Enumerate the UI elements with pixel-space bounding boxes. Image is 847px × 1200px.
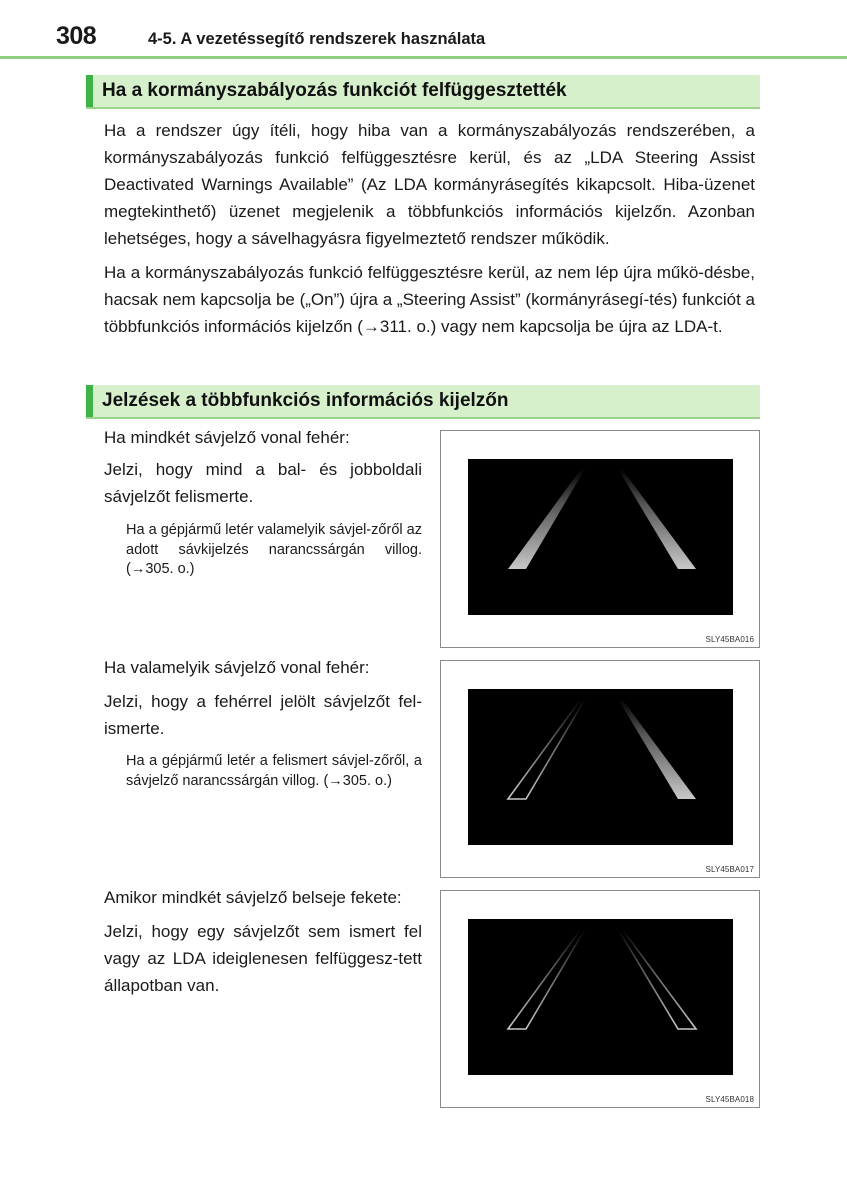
lane-lines-one-white (468, 689, 733, 845)
section-title: Ha a kormányszabályozás funkciót felfüggesztették (102, 80, 567, 101)
item-text-both-white: Jelzi, hogy mind a bal- és jobboldali sávjelzőt felismerte. (104, 460, 422, 506)
page-header (0, 0, 847, 58)
paragraph-suspension-message: Ha a rendszer úgy ítéli, hogy hiba van a kormányszabályozás rendszerében, a kormányszabályozás funkció felfüggesztésre kerül, és az „LDA Steering Assist Deactivated Warnings Available” (Az LDA kormányrásegítés kikapcsolt. Hiba-üzenet megtekinthető) üzenet megjelenik a többfunkciós információs kijelzőn. Azonban lehetséges, hogy a sávelhagyásra figyelmeztető rendszer működik. (104, 121, 755, 248)
lane-lines-both-white (468, 459, 733, 615)
figure-code: SLY45BA018 (705, 1095, 754, 1104)
display-screen (468, 919, 733, 1075)
paragraph-reactivation: Ha a kormányszabályozás funkció felfüggesztésre kerül, az nem lép újra műkö-désbe, hacsak nem kapcsolja be („On”) újra a „Steering Assist” (kormányrásegí-tés) funkciót a többfunkciós információs kijelzőn (→311. o.) vagy nem kapcsolja be újra az LDA-t. (104, 263, 755, 336)
figure-one-lane-white (440, 660, 760, 878)
item-heading-both-black: Amikor mindkét sávjelző belseje fekete: (104, 888, 402, 907)
section-heading-display-indications (86, 385, 760, 419)
item-note-both-white: Ha a gépjármű letér valamelyik sávjel-zőről az adott sávkijelzés narancssárgán villog. (→305. o.) (126, 522, 422, 577)
item-text-both-black: Jelzi, hogy egy sávjelzőt sem ismert fel vagy az LDA ideiglenesen felfüggesz-tett állapotban van. (104, 922, 422, 995)
item-note-one-white: Ha a gépjármű letér a felismert sávjel-zőről, a sávjelző narancssárgán villog. (→305. o.) (126, 753, 422, 789)
item-text-one-white: Jelzi, hogy a fehérrel jelölt sávjelzőt fel-ismerte. (104, 692, 422, 738)
header-rule (0, 56, 847, 59)
section-accent (86, 75, 93, 107)
figure-code: SLY45BA016 (705, 635, 754, 644)
display-screen (468, 689, 733, 845)
section-title: Jelzések a többfunkciós információs kijelzőn (102, 390, 509, 411)
figure-both-lanes-black (440, 890, 760, 1108)
item-heading-one-white: Ha valamelyik sávjelző vonal fehér: (104, 658, 370, 677)
figure-code: SLY45BA017 (705, 865, 754, 874)
chapter-title: 4-5. A vezetéssegítő rendszerek használata (148, 30, 486, 48)
page-number: 308 (56, 22, 97, 50)
section-accent (86, 385, 93, 417)
item-heading-both-white: Ha mindkét sávjelző vonal fehér: (104, 428, 350, 447)
lane-lines-both-outline (468, 919, 733, 1075)
section-heading-steering-suspended (86, 75, 760, 109)
figure-both-lanes-white (440, 430, 760, 648)
display-screen (468, 459, 733, 615)
